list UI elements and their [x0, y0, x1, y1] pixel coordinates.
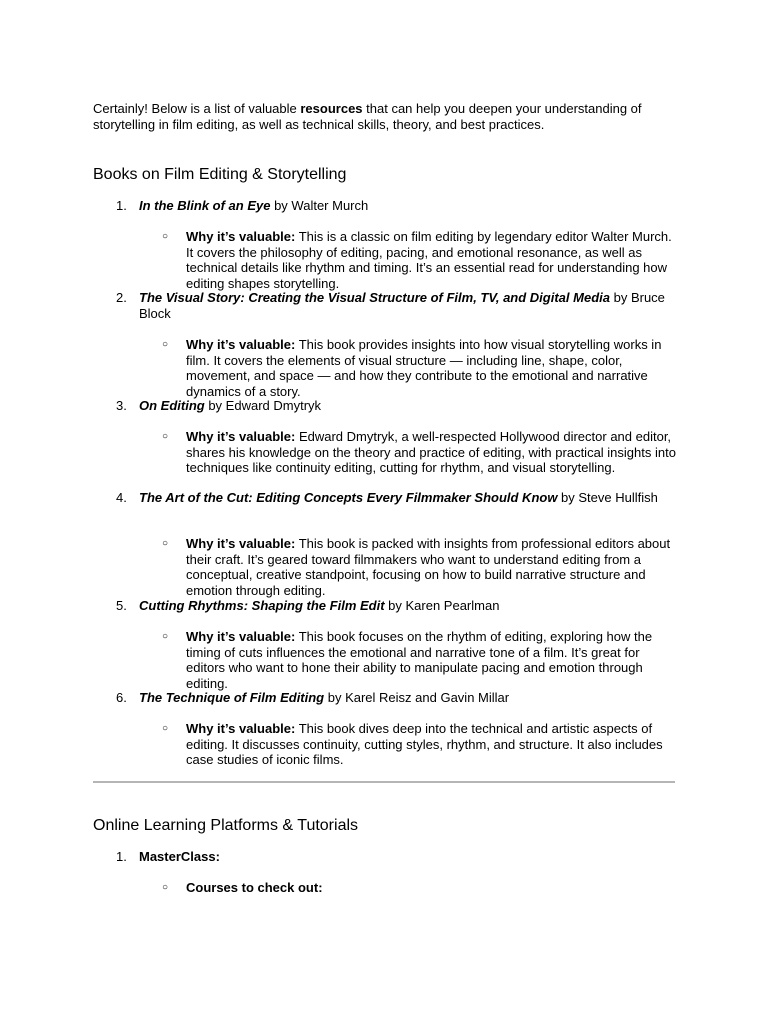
- list-number: 4.: [116, 490, 127, 505]
- book-title: Cutting Rhythms: Shaping the Film Edit: [139, 598, 385, 613]
- book-title-line: [139, 398, 679, 414]
- book-author: by Walter Murch: [270, 198, 369, 213]
- hollow-bullet-icon: ○: [162, 631, 169, 642]
- why-label: Why it’s valuable:: [186, 337, 296, 352]
- book-author: by Karen Pearlman: [384, 598, 500, 613]
- book-title: On Editing: [139, 398, 205, 413]
- book-author: by Karel Reisz and Gavin Millar: [324, 690, 510, 705]
- book-author: by Edward Dmytryk: [204, 398, 322, 413]
- why-description: This is a classic on film editing by legendary editor Walter Murch. It covers the philosophy of editing, pacing, and emotional resonance, as well as technical details like rhythm and timing. It’s an essential read for understanding how editing shapes storytelling.: [186, 229, 672, 291]
- book-author: by Steve Hullfish: [557, 490, 658, 505]
- why-description: This book focuses on the rhythm of editing, exploring how the timing of cuts influences the emotional and narrative tone of a film. It’s great for editors who want to hone their ability to manipulate pacing and emotion through editing.: [186, 629, 653, 691]
- book-title-line: [139, 690, 679, 706]
- intro-bold-resources: resources: [300, 101, 363, 116]
- list-number: 6.: [116, 690, 127, 705]
- list-number: 2.: [116, 290, 127, 305]
- book-title-line: [139, 598, 679, 614]
- book-title-line: [139, 490, 679, 506]
- list-number: 1.: [116, 849, 127, 864]
- why-valuable-text: [186, 629, 676, 691]
- courses-label: Courses to check out:: [186, 880, 323, 895]
- why-label: Why it’s valuable:: [186, 429, 296, 444]
- intro-text-after: that can help you deepen your understanding of storytelling in film editing, as well as technical skills, theory, and best practices.: [93, 101, 642, 132]
- book-title-line: [139, 198, 679, 214]
- hollow-bullet-icon: ○: [162, 882, 169, 893]
- why-valuable-text: [186, 337, 676, 399]
- intro-text-before: Certainly! Below is a list of valuable: [93, 101, 301, 116]
- why-label: Why it’s valuable:: [186, 721, 296, 736]
- why-description: This book dives deep into the technical and artistic aspects of editing. It discusses continuity, cutting styles, rhythm, and structure. It also includes case studies of iconic films.: [186, 721, 663, 768]
- book-title: In the Blink of an Eye: [139, 198, 271, 213]
- book-title: The Visual Story: Creating the Visual Structure of Film, TV, and Digital Media: [139, 290, 610, 305]
- hollow-bullet-icon: ○: [162, 339, 169, 350]
- book-author: by Bruce Block: [139, 290, 665, 321]
- list-number: 1.: [116, 198, 127, 213]
- hollow-bullet-icon: ○: [162, 723, 169, 734]
- hollow-bullet-icon: ○: [162, 538, 169, 549]
- why-description: This book provides insights into how visual storytelling works in film. It covers the elements of visual structure — including line, shape, color, movement, and space — and how they contribute to the emotional and narrative dynamics of a story.: [186, 337, 662, 399]
- book-title-line: [139, 290, 679, 321]
- hollow-bullet-icon: ○: [162, 231, 169, 242]
- online-section-heading: Online Learning Platforms & Tutorials: [93, 817, 359, 834]
- section-divider: [93, 781, 675, 783]
- why-valuable-text: [186, 229, 676, 291]
- platform-name: MasterClass:: [139, 849, 220, 864]
- why-label: Why it’s valuable:: [186, 629, 296, 644]
- list-number: 3.: [116, 398, 127, 413]
- intro-paragraph: [93, 101, 653, 132]
- books-section-heading: Books on Film Editing & Storytelling: [93, 166, 347, 183]
- why-valuable-text: [186, 721, 676, 768]
- why-description: Edward Dmytryk, a well-respected Hollywood director and editor, shares his knowledge on the theory and practice of editing, with practical insights into techniques like continuity editing, cutting for rhythm, and visual storytelling.: [186, 429, 676, 476]
- why-valuable-text: [186, 429, 676, 476]
- why-valuable-text: [186, 536, 676, 598]
- list-number: 5.: [116, 598, 127, 613]
- why-description: This book is packed with insights from professional editors about their craft. It’s geared toward filmmakers who want to understand editing from a conceptual, creative standpoint, focusing on how to build narrative structure and emotion through editing.: [186, 536, 671, 598]
- why-label: Why it’s valuable:: [186, 536, 296, 551]
- hollow-bullet-icon: ○: [162, 431, 169, 442]
- book-title: The Technique of Film Editing: [139, 690, 325, 705]
- book-title: The Art of the Cut: Editing Concepts Every Filmmaker Should Know: [139, 490, 558, 505]
- why-label: Why it’s valuable:: [186, 229, 296, 244]
